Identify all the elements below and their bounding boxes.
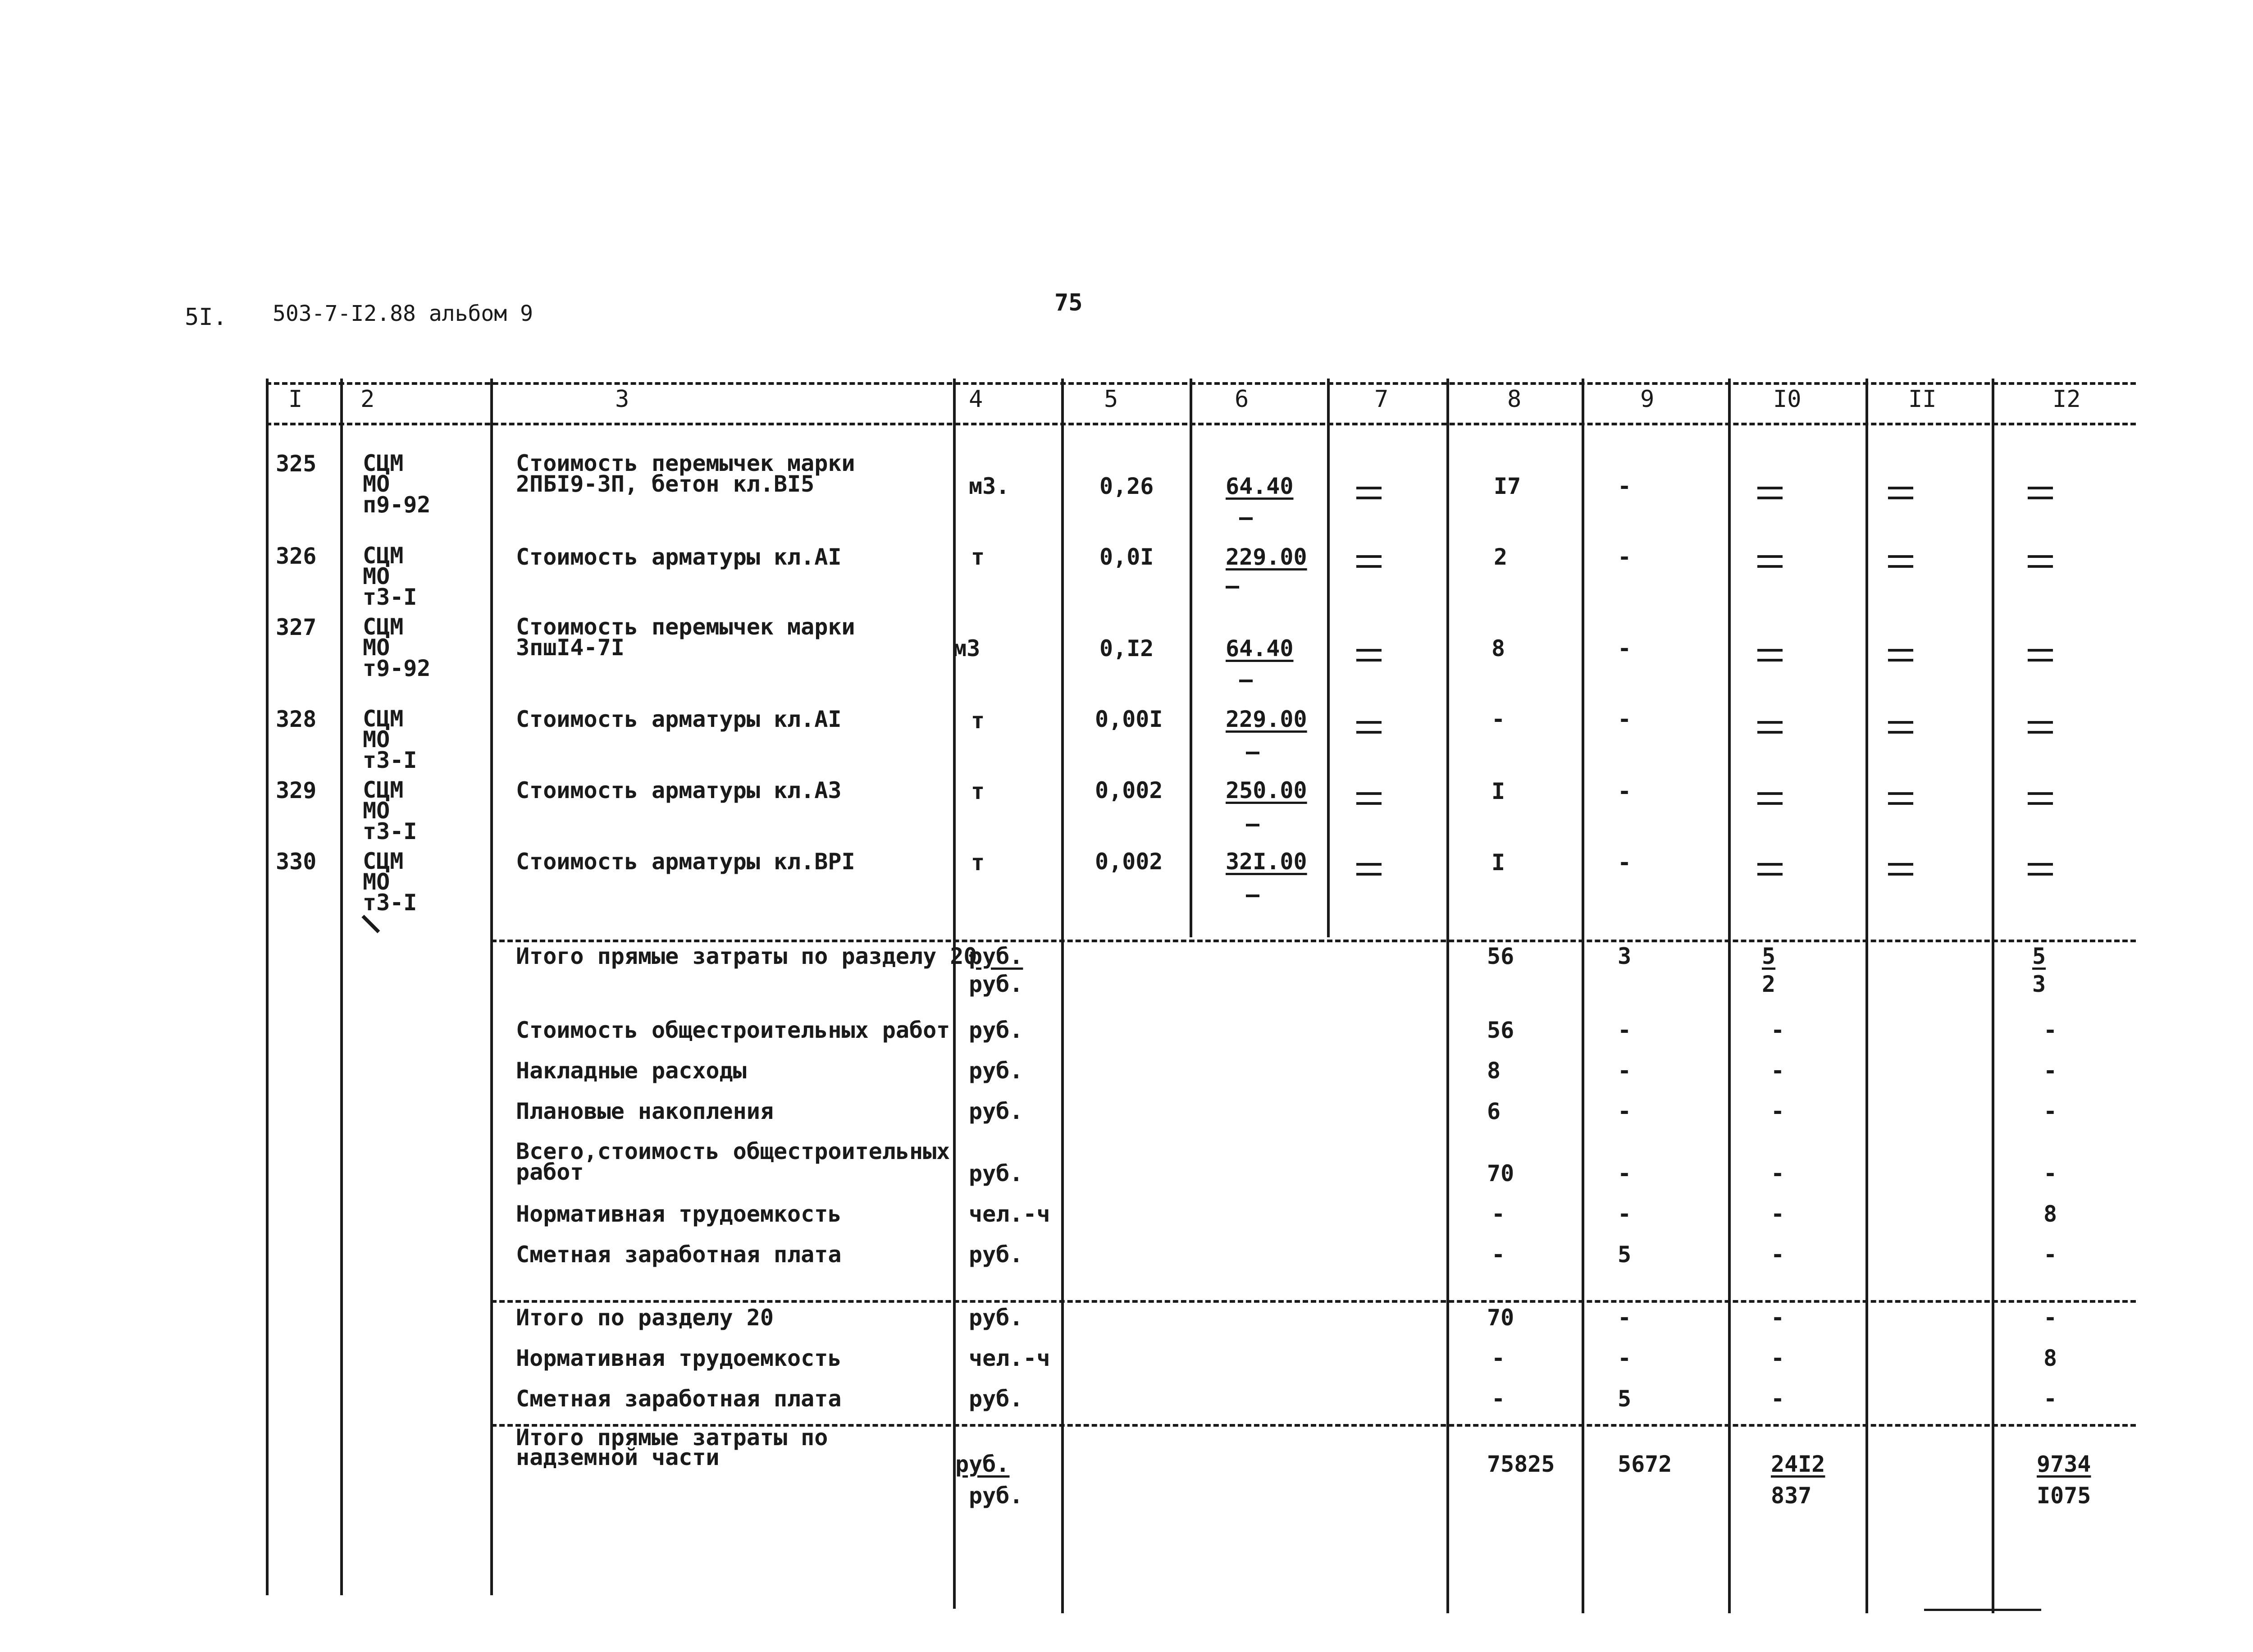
col-border-9 bbox=[1582, 379, 1584, 1613]
col-header-6: 6 bbox=[1235, 386, 1249, 413]
section-total-col8: - bbox=[1491, 1345, 1505, 1371]
row-name: Стоимость арматуры кл.AI bbox=[516, 706, 842, 732]
price-subline bbox=[1246, 824, 1259, 826]
row-col9: - bbox=[1618, 849, 1632, 876]
summary-col9: - bbox=[1618, 1201, 1632, 1227]
summary-unit: руб. bbox=[969, 1160, 1023, 1187]
summary-col8: 56 bbox=[1487, 943, 1514, 969]
grand-total-col10: 24I2 bbox=[1771, 1451, 1825, 1477]
page-left-number: 5I. bbox=[185, 304, 227, 331]
summary-col12: - bbox=[2043, 1058, 2057, 1084]
col-border-3 bbox=[490, 379, 493, 1595]
row-col9: - bbox=[1618, 544, 1632, 570]
price-subline bbox=[1239, 517, 1253, 520]
row-code: СЦМ МО т3-I bbox=[363, 543, 417, 610]
row-quantity: 0,002 bbox=[1095, 777, 1163, 803]
col-header-3: 3 bbox=[615, 386, 629, 413]
row-quantity: 0,0I bbox=[1099, 544, 1154, 570]
summary-col10: - bbox=[1771, 1201, 1785, 1227]
price-subline bbox=[1226, 586, 1239, 589]
col-border-1 bbox=[266, 379, 269, 1595]
summary-col9: - bbox=[1618, 1017, 1632, 1043]
grand-total-col12: 9734 bbox=[2037, 1451, 2091, 1477]
summary-col10-second: 2 bbox=[1762, 971, 1776, 997]
row-quantity: 0,I2 bbox=[1099, 635, 1154, 662]
row-code: СЦМ МО п9-92 bbox=[363, 450, 431, 518]
row-col9: - bbox=[1618, 635, 1632, 662]
section-total-unit: руб. bbox=[969, 1305, 1023, 1331]
section-total-col9: 5 bbox=[1618, 1386, 1632, 1412]
col-header-2: 2 bbox=[360, 386, 375, 413]
summary-top-border bbox=[491, 940, 2136, 942]
section-total-col8: - bbox=[1491, 1386, 1505, 1412]
section-total-border bbox=[491, 1300, 2136, 1303]
row-name: Стоимость перемычек марки 2ПБI9-3П, бетон кл.BI5 bbox=[516, 450, 855, 497]
row-name: Стоимость перемычек марки 3пшI4-7I bbox=[516, 614, 855, 661]
summary-unit-2: руб. bbox=[969, 971, 1023, 997]
summary-col10: - bbox=[1771, 1160, 1785, 1187]
row-code: СЦМ МО т3-I bbox=[363, 848, 417, 916]
summary-unit: руб. bbox=[969, 1058, 1023, 1084]
row-unit: т bbox=[971, 849, 985, 876]
grand-total-col9: 5672 bbox=[1618, 1451, 1672, 1477]
col-header-5: 5 bbox=[1104, 386, 1118, 413]
row-number: 328 bbox=[276, 706, 317, 732]
row-code: СЦМ МО т3-I bbox=[363, 706, 417, 773]
summary-col12-second: 3 bbox=[2032, 971, 2046, 997]
row-quantity: 0,00I bbox=[1095, 706, 1163, 732]
summary-col12: - bbox=[2043, 1160, 2057, 1187]
section-total-col12: - bbox=[2043, 1305, 2057, 1331]
row-number: 327 bbox=[276, 614, 317, 640]
col-border-8 bbox=[1446, 379, 1449, 1613]
section-total-col12: 8 bbox=[2043, 1345, 2057, 1371]
section-total-col12: - bbox=[2043, 1386, 2057, 1412]
section-total-unit: чел.-ч bbox=[969, 1345, 1050, 1371]
summary-label: Сметная заработная плата bbox=[516, 1241, 842, 1268]
price-subline bbox=[1246, 894, 1259, 897]
col-header-1: I bbox=[288, 386, 303, 413]
summary-unit: руб. bbox=[969, 1241, 1023, 1268]
summary-label: Нормативная трудоемкость bbox=[516, 1201, 842, 1227]
row-price: 229.00 bbox=[1226, 706, 1307, 732]
document-reference: 503-7-I2.88 альбом 9 bbox=[273, 301, 533, 326]
row-col8: I bbox=[1491, 778, 1505, 804]
summary-col8: 6 bbox=[1487, 1098, 1501, 1124]
section-total-unit: руб. bbox=[969, 1386, 1023, 1412]
page-number: 75 bbox=[1054, 289, 1083, 316]
section-total-col9: - bbox=[1618, 1305, 1632, 1331]
row-price: 250.00 bbox=[1226, 777, 1307, 803]
col-border-11 bbox=[1865, 379, 1868, 1613]
col-header-9: 9 bbox=[1640, 386, 1655, 413]
section-total-label: Нормативная трудоемкость bbox=[516, 1345, 842, 1371]
row-col9: - bbox=[1618, 706, 1632, 732]
summary-col10: 5 bbox=[1762, 943, 1776, 969]
grand-total-col10-second: 837 bbox=[1771, 1483, 1812, 1509]
summary-col9: 5 bbox=[1618, 1241, 1632, 1268]
row-col8: - bbox=[1491, 706, 1505, 732]
row-col8: I bbox=[1491, 849, 1505, 876]
col-border-4 bbox=[953, 379, 956, 1609]
row-code: СЦМ МО т3-I bbox=[363, 777, 417, 844]
row-col9: - bbox=[1618, 778, 1632, 804]
row-number: 330 bbox=[276, 849, 317, 875]
grand-total-unit: руб. bbox=[955, 1451, 1010, 1477]
summary-col9: 3 bbox=[1618, 943, 1632, 969]
row-unit: т bbox=[971, 778, 985, 804]
summary-label: Стоимость общестроительных работ bbox=[516, 1017, 950, 1043]
summary-col10: - bbox=[1771, 1058, 1785, 1084]
summary-col12: 5 bbox=[2032, 943, 2046, 969]
row-col8: 2 bbox=[1494, 544, 1508, 570]
col-header-4: 4 bbox=[969, 386, 983, 413]
summary-unit: руб. bbox=[969, 1098, 1023, 1124]
summary-label: Плановые накопления bbox=[516, 1098, 774, 1124]
row-name: Стоимость арматуры кл.BPI bbox=[516, 849, 855, 875]
col-header-12: I2 bbox=[2052, 386, 2081, 413]
section-total-col10: - bbox=[1771, 1305, 1785, 1331]
grand-total-unit-2: руб. bbox=[969, 1483, 1023, 1509]
row-unit: м3. bbox=[969, 473, 1010, 499]
section-total-col10: - bbox=[1771, 1345, 1785, 1371]
header-bottom-border bbox=[266, 423, 2136, 425]
col-header-11: II bbox=[1908, 386, 1937, 413]
summary-col8: 8 bbox=[1487, 1058, 1501, 1084]
row-price: 64.40 bbox=[1226, 635, 1294, 662]
summary-col12: - bbox=[2043, 1241, 2057, 1268]
summary-col12: - bbox=[2043, 1017, 2057, 1043]
grand-total-col12-second: I075 bbox=[2037, 1483, 2091, 1509]
col-border-7 bbox=[1327, 379, 1330, 937]
row-col9: - bbox=[1618, 473, 1632, 499]
summary-label: Накладные расходы bbox=[516, 1058, 747, 1084]
row-price: 229.00 bbox=[1226, 544, 1307, 570]
row-number: 325 bbox=[276, 451, 317, 477]
col-header-8: 8 bbox=[1507, 386, 1522, 413]
summary-unit: руб. bbox=[969, 943, 1023, 969]
col-border-2 bbox=[340, 379, 343, 1595]
row-name: Стоимость арматуры кл.A3 bbox=[516, 777, 842, 803]
summary-col9: - bbox=[1618, 1098, 1632, 1124]
row-quantity: 0,26 bbox=[1099, 473, 1154, 499]
row-quantity: 0,002 bbox=[1095, 849, 1163, 875]
summary-col10: - bbox=[1771, 1098, 1785, 1124]
summary-col10: - bbox=[1771, 1241, 1785, 1268]
pen-mark bbox=[361, 915, 380, 933]
row-price: 32I.00 bbox=[1226, 849, 1307, 875]
summary-col12: 8 bbox=[2043, 1201, 2057, 1227]
section-total-col10: - bbox=[1771, 1386, 1785, 1412]
summary-col9: - bbox=[1618, 1160, 1632, 1187]
row-col8: I7 bbox=[1494, 473, 1521, 499]
section-total-label: Сметная заработная плата bbox=[516, 1386, 842, 1412]
col-header-10: I0 bbox=[1773, 386, 1801, 413]
grand-total-col8: 75825 bbox=[1487, 1451, 1555, 1477]
row-number: 326 bbox=[276, 543, 317, 569]
row-number: 329 bbox=[276, 777, 317, 803]
col-border-12 bbox=[1992, 379, 1994, 1613]
summary-label: Всего,стоимость общестроительных работ bbox=[516, 1138, 950, 1185]
summary-col9: - bbox=[1618, 1058, 1632, 1084]
summary-unit: руб. bbox=[969, 1017, 1023, 1043]
row-code: СЦМ МО т9-92 bbox=[363, 614, 431, 681]
col-border-10 bbox=[1728, 379, 1731, 1613]
row-col8: 8 bbox=[1491, 635, 1505, 662]
section-total-col8: 70 bbox=[1487, 1305, 1514, 1331]
col-header-7: 7 bbox=[1374, 386, 1389, 413]
table-top-border bbox=[266, 382, 2136, 385]
row-unit: т bbox=[971, 707, 985, 734]
col-border-6 bbox=[1190, 379, 1192, 937]
row-price: 64.40 bbox=[1226, 473, 1294, 499]
price-subline bbox=[1246, 752, 1259, 754]
summary-col10: - bbox=[1771, 1017, 1785, 1043]
row-unit: т bbox=[971, 544, 985, 570]
summary-col8: - bbox=[1491, 1201, 1505, 1227]
row-unit: м3 bbox=[953, 635, 981, 662]
grand-total-label: Итого прямые затраты по надземной части bbox=[516, 1424, 828, 1470]
summary-unit: чел.-ч bbox=[969, 1201, 1050, 1227]
section-total-col9: - bbox=[1618, 1345, 1632, 1371]
summary-col8: - bbox=[1491, 1241, 1505, 1268]
summary-label: Итого прямые затраты по разделу 20 bbox=[516, 943, 977, 969]
summary-col8: 56 bbox=[1487, 1017, 1514, 1043]
col-border-5 bbox=[1061, 379, 1064, 1613]
summary-col8: 70 bbox=[1487, 1160, 1514, 1187]
row-name: Стоимость арматуры кл.AI bbox=[516, 544, 842, 570]
price-subline bbox=[1239, 680, 1253, 682]
bottom-underline bbox=[1924, 1609, 2041, 1611]
section-total-label: Итого по разделу 20 bbox=[516, 1305, 774, 1331]
summary-col12: - bbox=[2043, 1098, 2057, 1124]
